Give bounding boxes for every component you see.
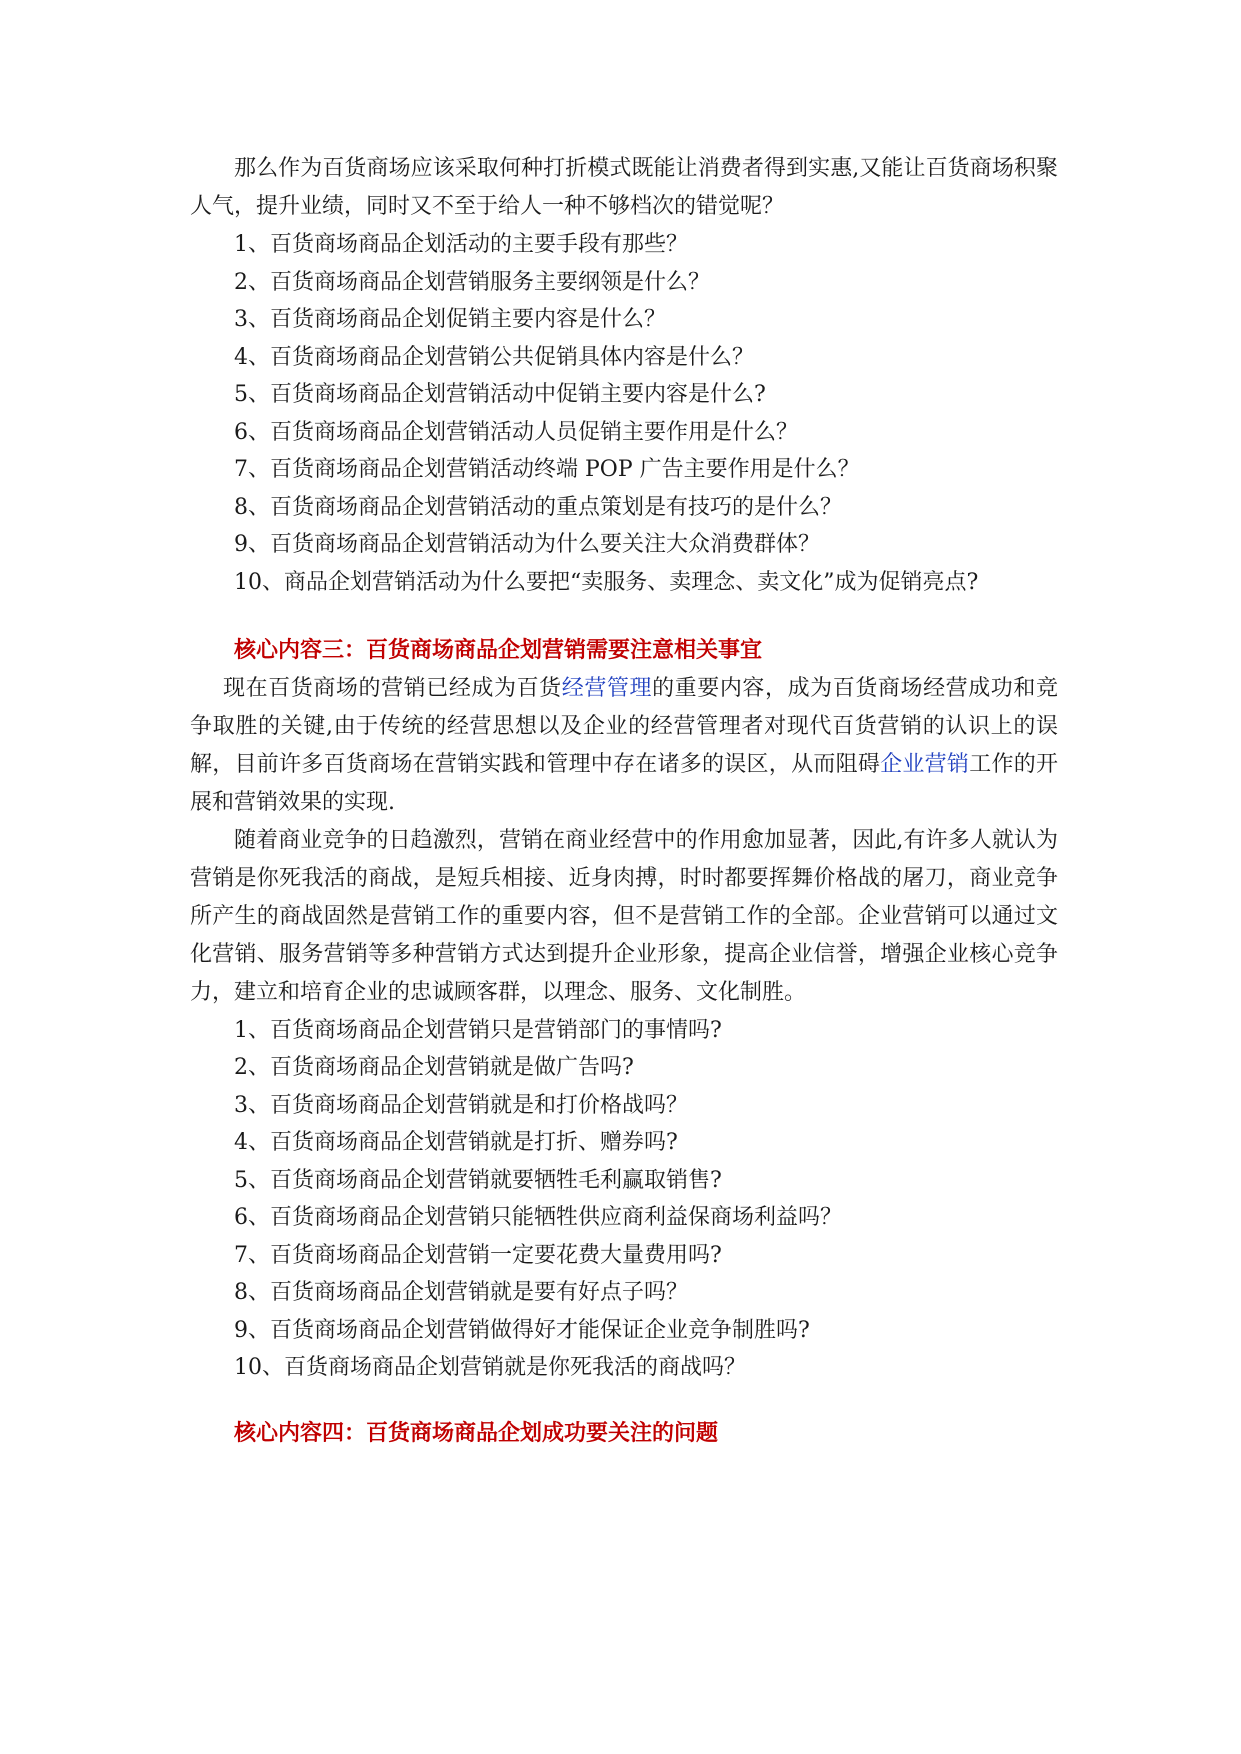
list-item: 5、百货商场商品企划营销活动中促销主要内容是什么? — [234, 382, 766, 407]
list-item: 8、百货商场商品企划营销就是要有好点子吗？ — [234, 1280, 688, 1305]
list-item: 7、百货商场商品企划营销一定要花费大量费用吗? — [234, 1242, 722, 1268]
list-item: 1、百货商场商品企划营销只是营销部门的事情吗? — [234, 1017, 722, 1043]
list-item: 3、百货商场商品企划促销主要内容是什么？ — [234, 307, 666, 332]
list-item: 6、百货商场商品企划营销只能牺牲供应商利益保商场利益吗？ — [234, 1205, 842, 1230]
list-item: 1、百货商场商品企划活动的主要手段有那些？ — [234, 232, 688, 257]
list-item: 2、百货商场商品企划营销就是做广告吗? — [234, 1055, 634, 1080]
business-management-link[interactable]: 经营管理 — [561, 675, 653, 701]
list-item: 7、百货商场商品企划营销活动终端 POP 广告主要作用是什么？ — [234, 457, 860, 482]
text-run: 现在百货商场的营销已经成为百货 — [223, 675, 562, 701]
document-page — [190, 150, 1058, 1453]
intro-paragraph: 那么作为百货商场应该采取何种打折模式既能让消费者得到实惠,又能让百货商场积聚人气，提升业绩，同时又不至于给人一种不够档次的错觉呢？ — [190, 156, 1058, 219]
list-item: 6、百货商场商品企划营销活动人员促销主要作用是什么？ — [234, 419, 798, 445]
section-3-paragraph-2: 随着商业竞争的日趋激烈，营销在商业经营中的作用愈加显著，因此,有许多人就认为营销是你死我活的商战，是短兵相接、近身肉搏，时时都要挥舞价格战的屠刀，商业竞争所产生的商战固然是营销工作的重要内容，但不是营销工作的全部。企业营销可以通过文化营销、服务营销等多种营销方式达到提升企业形象，提高企业信誉，增强企业核心竞争力，建立和培育企业的忠诚顾客群，以理念、服务、文化制胜。 — [190, 827, 1058, 1005]
list-item: 5、百货商场商品企划营销就要牺牲毛利赢取销售? — [234, 1167, 722, 1193]
list-item: 4、百货商场商品企划营销就是打折、赠券吗? — [234, 1130, 678, 1155]
text-run: 工作的开展和营销效果的实现. — [190, 751, 1058, 815]
list-item: 8、百货商场商品企划营销活动的重点策划是有技巧的是什么？ — [234, 494, 842, 520]
section-3-heading: 核心内容三：百货商场商品企划营销需要注意相关事宜 — [234, 637, 763, 663]
list-item: 3、百货商场商品企划营销就是和打价格战吗？ — [234, 1092, 688, 1118]
section-4-heading: 核心内容四：百货商场商品企划成功要关注的问题 — [234, 1420, 719, 1446]
list-item: 9、百货商场商品企划营销做得好才能保证企业竞争制胜吗? — [234, 1317, 810, 1343]
list-item-10-paragraph: 10、商品企划营销活动为什么要把“卖服务、卖理念、卖文化”成为促销亮点? — [234, 569, 979, 595]
list-item: 4、百货商场商品企划营销公共促销具体内容是什么？ — [234, 344, 754, 370]
list-item: 9、百货商场商品企划营销活动为什么要关注大众消费群体？ — [234, 532, 820, 557]
list-item: 2、百货商场商品企划营销服务主要纲领是什么？ — [234, 269, 710, 295]
question-list-2 — [190, 1012, 1058, 1387]
text-run: 的重要内容，成为百货商场经营成功和竞争取胜的关键,由于传统的经营思想以及企业的经营管理者对现代百货营销的认识上的误解，目前许多百货商场在营销实践和管理中存在诸多的误区，从而阻碍 — [190, 675, 1058, 777]
question-list-1 — [190, 226, 1058, 564]
enterprise-marketing-link[interactable]: 企业营销 — [880, 751, 970, 777]
section-3-paragraph-1 — [190, 670, 1058, 822]
list-item: 10、百货商场商品企划营销就是你死我活的商战吗？ — [234, 1355, 746, 1380]
